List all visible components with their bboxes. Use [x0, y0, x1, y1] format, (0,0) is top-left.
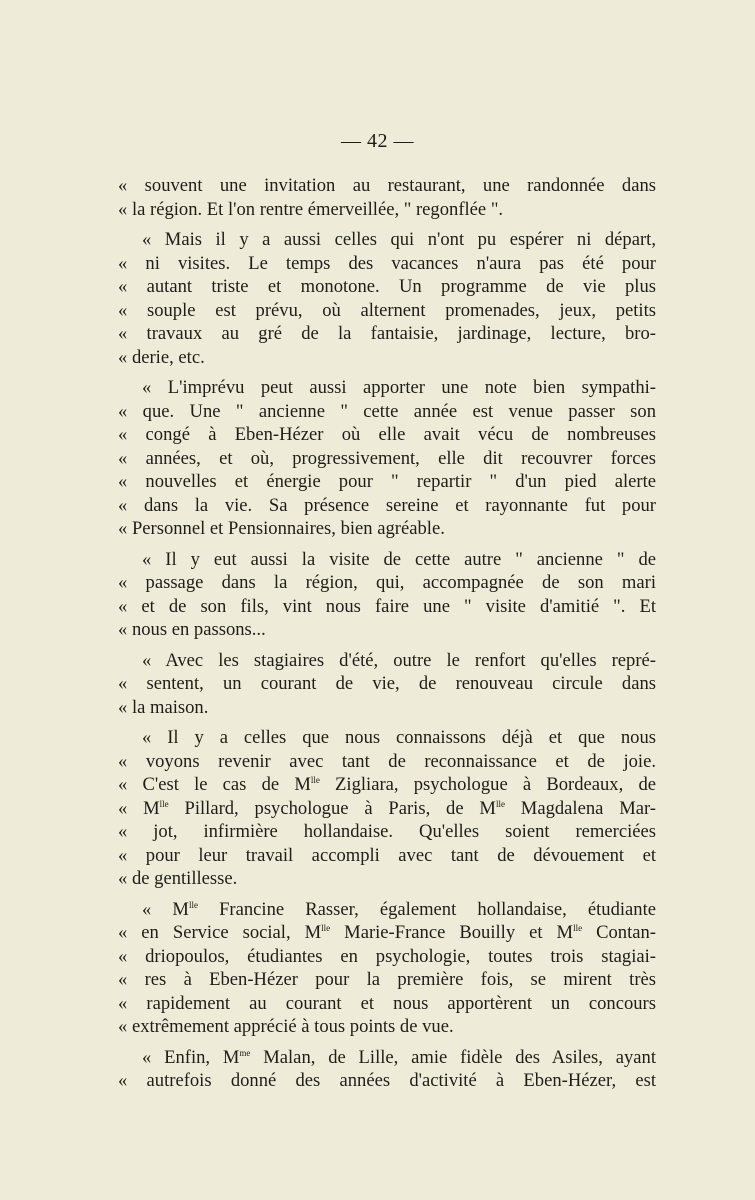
- paragraph: [118, 1046, 656, 1093]
- body-text: [118, 174, 656, 1100]
- text-line: « nous en passons...: [118, 619, 266, 640]
- text-line: « $M^{lle}$ Francine Rasser, également hollandaise, étudiante: [142, 898, 656, 920]
- paragraph: [118, 174, 656, 221]
- paragraph: [118, 548, 656, 642]
- text-line: « res à Eben-Hézer pour la première fois, se mirent très: [118, 969, 656, 990]
- text-line: « rapidement au courant et nous apportèrent un concours: [118, 992, 656, 1014]
- text-line: « derie, etc.: [118, 346, 205, 368]
- text-line: « Mais il y a aussi celles qui n'ont pu espérer ni départ,: [142, 229, 656, 250]
- paragraph: [118, 228, 656, 369]
- text-line: « années, et où, progressivement, elle dit recouvrer forces: [118, 447, 656, 469]
- paragraph: [118, 898, 656, 1039]
- text-line: « la maison.: [118, 696, 209, 718]
- text-line: « Personnel et Pensionnaires, bien agréable.: [118, 518, 445, 539]
- text-line: « extrêmement apprécié à tous points de vue.: [118, 1016, 454, 1037]
- text-line: « C'est le cas de $M^{lle}$ Zigliara, psychologue à Bordeaux, de: [118, 774, 656, 795]
- text-line: « jot, infirmière hollandaise. Qu'elles soient remerciées: [118, 821, 656, 842]
- text-line: « passage dans la région, qui, accompagnée de son mari: [118, 572, 656, 593]
- text-line: « autant triste et monotone. Un programme de vie plus: [118, 276, 656, 297]
- text-line: « et de son fils, vint nous faire une " visite d'amitié ". Et: [118, 595, 656, 617]
- text-line: « Il y eut aussi la visite de cette autre " ancienne " de: [142, 548, 656, 570]
- page-number: — 42 —: [341, 130, 414, 152]
- text-line: « voyons revenir avec tant de reconnaissance et de joie.: [118, 750, 656, 772]
- text-line: « Enfin, $M^{me}$ Malan, de Lille, amie fidèle des Asiles, ayant: [142, 1046, 656, 1068]
- text-line: « pour leur travail accompli avec tant de dévouement et: [118, 844, 656, 866]
- text-line: « $M^{lle}$ Pillard, psychologue à Paris, de $M^{lle}$ Magdalena Mar-: [118, 797, 657, 819]
- text-line: « congé à Eben-Hézer où elle avait vécu de nombreuses: [118, 424, 656, 445]
- text-line: « dans la vie. Sa présence sereine et rayonnante fut pour: [118, 494, 656, 516]
- text-line: « que. Une " ancienne " cette année est venue passer son: [118, 400, 656, 422]
- text-line: « ni visites. Le temps des vacances n'aura pas été pour: [118, 252, 656, 274]
- text-line: « souple est prévu, où alternent promenades, jeux, petits: [118, 299, 656, 321]
- paragraph: [118, 726, 656, 891]
- text-line: « L'imprévu peut aussi apporter une note bien sympathi-: [142, 377, 656, 398]
- text-line: « travaux au gré de la fantaisie, jardinage, lecture, bro-: [118, 323, 656, 344]
- paragraph: [118, 376, 656, 541]
- text-line: « de gentillesse.: [118, 868, 238, 889]
- text-line: « nouvelles et énergie pour " repartir " d'un pied alerte: [118, 471, 656, 492]
- paragraph: [118, 649, 656, 720]
- text-line: « autrefois donné des années d'activité à Eben-Hézer, est: [118, 1070, 656, 1091]
- text-line: « souvent une invitation au restaurant, une randonnée dans: [118, 175, 656, 196]
- text-line: « Avec les stagiaires d'été, outre le renfort qu'elles repré-: [142, 649, 656, 671]
- text-line: « Il y a celles que nous connaissons déjà et que nous: [142, 727, 656, 748]
- text-line: « la région. Et l'on rentre émerveillée, " regonflée ".: [118, 198, 504, 220]
- text-line: « sentent, un courant de vie, de renouveau circule dans: [118, 673, 656, 694]
- text-line: « en Service social, $M^{lle}$ Marie-France Bouilly et $M^{lle}$ Contan-: [118, 922, 656, 943]
- text-line: « driopoulos, étudiantes en psychologie, toutes trois stagiai-: [118, 945, 656, 967]
